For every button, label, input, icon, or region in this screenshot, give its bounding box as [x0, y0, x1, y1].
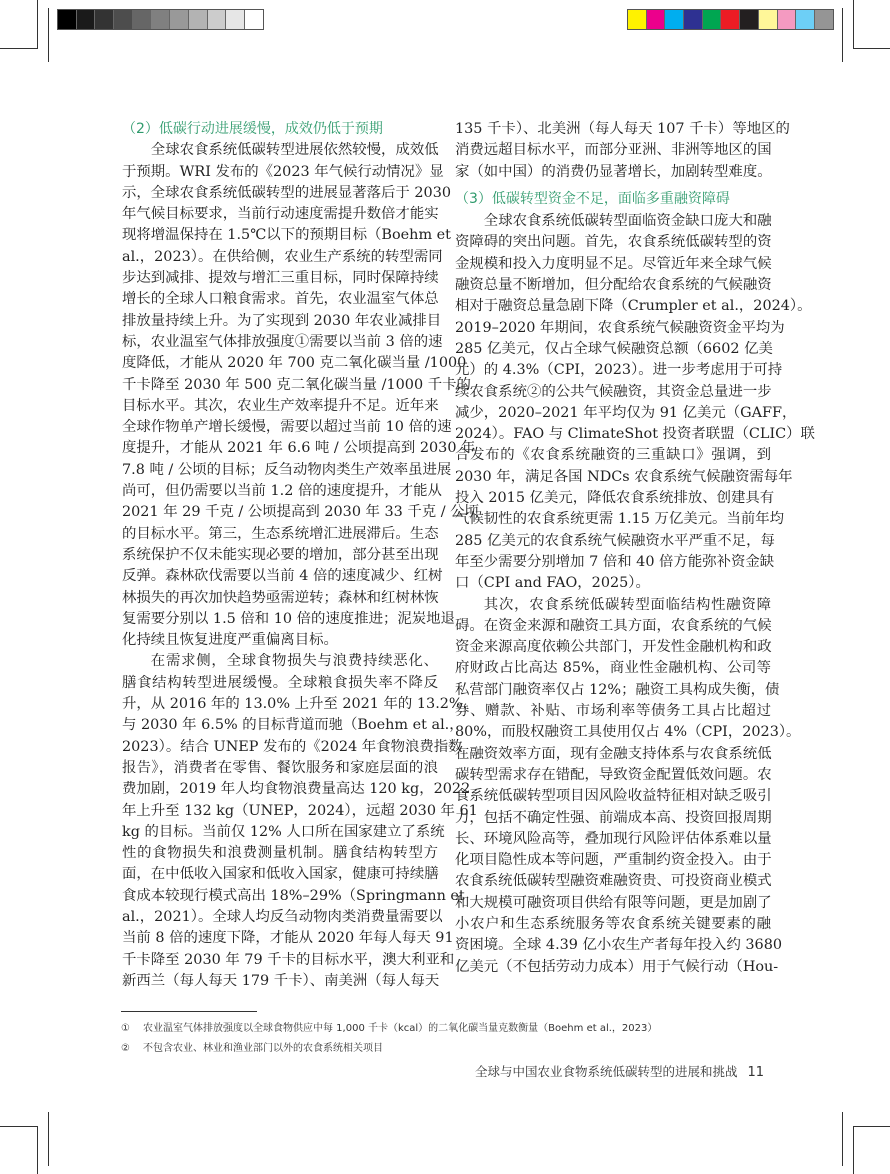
body-text-line: kg 的目标。当前仅 12% 人口所在国家建立了系统 [122, 823, 445, 840]
color-swatch [759, 10, 778, 29]
body-text-line: 报告》，消费者在零售、餐饮服务和家庭层面的浪 [122, 759, 438, 776]
body-text-line: 285 亿美元的农食系统气候融资水平严重不足，每 [455, 532, 775, 549]
footnote-1 [121, 1019, 657, 1034]
crop-mark [853, 0, 854, 48]
footnote-text: 不包含农业、林业和渔业部门以外的农食系统相关项目 [143, 1043, 383, 1054]
color-swatch [208, 10, 227, 29]
body-text-line: 千卡降至 2030 年 79 千卡的目标水平，澳大利亚和 [122, 951, 455, 968]
body-text-line: 标，农业温室气体排放强度①需要以当前 3 倍的速 [122, 333, 443, 350]
crop-mark [37, 0, 38, 48]
color-swatch [95, 10, 114, 29]
body-text-line: 2023）。结合 UNEP 发布的《2024 年食物浪费指数 [122, 738, 463, 755]
page-footer [475, 1062, 764, 1080]
body-text-line: 消费远超目标水平，而部分亚洲、非洲等地区的国 [455, 142, 772, 159]
color-swatch [58, 10, 77, 29]
color-swatch [151, 10, 170, 29]
body-text-line: 7.8 吨 / 公顷的目标；反刍动物肉类生产效率虽进展 [122, 461, 452, 478]
grayscale-calibration-bar [57, 9, 264, 30]
body-text-line: 在融资效率方面，现有金融支持体系与农食系统低 [455, 745, 772, 762]
body-text-line: 全球作物单产增长缓慢，需要以超过当前 10 倍的速 [122, 419, 452, 436]
crop-mark [853, 1126, 890, 1127]
body-text-line: 化持续且恢复进度严重偏离目标。 [122, 632, 338, 649]
body-text-line: 2019–2020 年期间，农食系统气候融资资金平均为 [455, 319, 785, 336]
color-swatch [684, 10, 703, 29]
body-text-line: 费加剧，2019 年人均食物浪费量高达 120 kg，2022 [122, 781, 471, 798]
running-title: 全球与中国农业食物系统低碳转型的进展和挑战 [474, 1064, 738, 1079]
body-text-line: 膳食结构转型进展缓慢。全球粮食损失率不降反 [122, 674, 438, 691]
body-text-line: 券、赠款、补贴、市场利率等债务工具占比超过 [455, 703, 771, 720]
page-number: 11 [747, 1065, 764, 1080]
body-text-line: 增长的全球人口粮食需求。首先，农业温室气体总 [122, 291, 439, 308]
crop-mark [0, 48, 38, 49]
body-text-line: 投入 2015 亿美元，降低农食系统排放、创建具有 [455, 490, 775, 507]
color-swatch [133, 10, 152, 29]
body-text-line: 2030 年，满足各国 NDCs 农食系统气候融资需每年 [455, 468, 793, 485]
crop-mark [842, 8, 843, 62]
crop-mark [48, 8, 49, 62]
body-text-line: al.，2021）。全球人均反刍动物肉类消费量需要以 [122, 908, 443, 925]
body-text-line: 系统保护不仅未能实现必要的增加，部分甚至出现 [122, 546, 439, 563]
body-text-line: 2021 年 29 千克 / 公顷提高到 2030 年 33 千克 / 公顷 [122, 504, 479, 521]
body-text-line: 全球农食系统低碳转型进展依然较慢，成效低 [150, 142, 439, 159]
body-text-line: 排放量持续上升。为了实现到 2030 年农业减排目 [122, 312, 442, 329]
left-text-column [122, 119, 479, 992]
body-text-line: 小农户和生态系统服务等农食系统关键要素的融 [455, 915, 771, 932]
body-text-line: 全球农食系统低碳转型面临资金缺口庞大和融 [483, 213, 772, 230]
body-text-line: 食成本较现行模式高出 18%–29%（Springmann et [122, 887, 465, 904]
body-text-line: 的目标水平。第三，生态系统增汇进展滞后。生态 [122, 525, 439, 542]
body-text-line: 年至少需要分别增加 7 倍和 40 倍方能弥补资金缺 [455, 553, 775, 570]
body-text-line: 资困境。全球 4.39 亿小农生产者每年投入约 3680 [455, 937, 783, 954]
body-text-line: 新西兰（每人每天 179 千卡）、南美洲（每人每天 [122, 972, 440, 989]
crop-mark [48, 1112, 49, 1166]
body-text-line: 融资总量不断增加，但分配给农食系统的气候融资 [455, 277, 772, 294]
body-text-line: 相对于融资总量急剧下降（Crumpler et al.，2024）。 [455, 298, 812, 315]
right-text-column [455, 119, 815, 978]
body-text-line: 2024）。FAO 与 ClimateShot 投资者联盟（CLIC）联 [455, 426, 815, 443]
body-text-line: 反弹。森林砍伐需要以当前 4 倍的速度减少、红树 [122, 568, 443, 585]
color-swatch [721, 10, 740, 29]
crop-mark [853, 1126, 854, 1174]
crop-mark [853, 48, 890, 49]
body-text-line: 目标水平。其次，农业生产效率提升不足。近年来 [122, 397, 439, 414]
body-text-line: 力，包括不确定性强、前端成本高、投资回报周期 [455, 809, 772, 826]
body-text-line: 千卡降至 2030 年 500 克二氧化碳当量 /1000 千卡的 [122, 376, 471, 393]
body-text-line: 复需要分别以 1.5 倍和 10 倍的速度推进；泥炭地退 [122, 610, 455, 627]
body-text-line: 资金来源高度依赖公共部门，开发性金融机构和政 [455, 639, 772, 656]
footnote-number: ② [121, 1043, 130, 1054]
body-text-line: 亿美元（不包括劳动力成本）用于气候行动（Hou- [455, 958, 779, 975]
body-text-line: 步达到减排、提效与增汇三重目标，同时保障持续 [122, 270, 439, 287]
body-text-line: 80%，而股权融资工具使用仅占 4%（CPI，2023）。 [455, 724, 801, 741]
body-text-line: 资障碍的突出问题。首先，农食系统低碳转型的资 [455, 234, 772, 251]
body-text-line: al.，2023）。在供给侧，农业生产系统的转型需同 [122, 248, 443, 265]
body-text-line: 年气候目标要求，当前行动速度需提升数倍才能实 [122, 206, 439, 223]
color-swatch [170, 10, 189, 29]
body-text-line: 食系统低碳转型项目因风险收益特征相对缺乏吸引 [455, 788, 772, 805]
body-text-line: 农食系统低碳转型融资难融资贵、可投资商业模式 [455, 873, 772, 890]
color-swatch [77, 10, 96, 29]
body-text-line: 在需求侧，全球食物损失与浪费持续恶化、 [150, 653, 438, 670]
body-text-line: 年上升至 132 kg（UNEP，2024），远超 2030 年 61 [122, 802, 478, 819]
body-text-line: 合发布的《农食系统融资的三重缺口》强调，到 [455, 447, 771, 464]
color-swatch [114, 10, 133, 29]
color-swatch [647, 10, 666, 29]
body-text-line: 化项目隐性成本等问题，严重制约资金投入。由于 [455, 852, 772, 869]
section-heading: （3）低碳转型资金不足，面临多重融资障碍 [455, 190, 730, 207]
color-swatch [796, 10, 815, 29]
body-text-line: 尚可，但仍需要以当前 1.2 倍的速度提升，才能从 [122, 483, 442, 500]
body-text-line: 面，在中低收入国家和低收入国家，健康可持续膳 [122, 866, 439, 883]
footnote-divider [121, 1011, 257, 1012]
body-text-line: 现将增温保持在 1.5℃以下的预期目标（Boehm et [122, 227, 451, 244]
body-text-line: 与 2030 年 6.5% 的目标背道而驰（Boehm et al.， [122, 717, 464, 734]
color-swatch [740, 10, 759, 29]
color-swatch [189, 10, 208, 29]
body-text-line: 其次，农食系统低碳转型面临结构性融资障 [483, 596, 771, 613]
body-text-line: 碳转型需求存在错配，导致资金配置低效问题。农 [455, 766, 772, 783]
body-text-line: 府财政占比高达 85%，商业性金融机构、公司等 [455, 660, 771, 677]
body-text-line: 口（CPI and FAO，2025）。 [455, 575, 650, 592]
section-heading: （2）低碳行动进展缓慢，成效仍低于预期 [122, 121, 383, 137]
body-text-line: 示，全球农食系统低碳转型的进展显著落后于 2030 [122, 184, 452, 201]
body-text-line: 续农食系统②的公共气候融资，其资金总量进一步 [455, 383, 772, 400]
body-text-line: 家（如中国）的消费仍显著增长，加剧转型难度。 [455, 163, 772, 180]
footnote-number: ① [121, 1023, 130, 1034]
body-text-line: 金规模和投入力度明显不足。尽管近年来全球气候 [455, 255, 772, 272]
footnote-text: 农业温室气体排放强度以全球食物供应中每 1,000 千卡（kcal）的二氧化碳当量克数衡量（Boehm et al.，2023） [143, 1023, 658, 1034]
body-text-line: 当前 8 倍的速度下降，才能从 2020 年每人每天 91 [122, 930, 454, 947]
body-text-line: 度降低，才能从 2020 年 700 克二氧化碳当量 /1000 [122, 355, 467, 372]
crop-mark [842, 1112, 843, 1166]
body-text-line: 碍。在资金来源和融资工具方面，农食系统的气候 [455, 617, 772, 634]
body-text-line: 135 千卡）、北美洲（每人每天 107 千卡）等地区的 [455, 121, 790, 137]
color-calibration-bar [627, 9, 834, 30]
body-text-line: 林损失的再次加快趋势亟需逆转；森林和红树林恢 [122, 589, 439, 606]
color-swatch [226, 10, 245, 29]
body-text-line: 长、环境风险高等，叠加现行风险评估体系难以量 [455, 830, 772, 847]
body-text-line: 于预期。WRI 发布的《2023 年气候行动情况》显 [122, 163, 444, 180]
footnote-2 [121, 1039, 383, 1054]
color-swatch [778, 10, 797, 29]
color-swatch [815, 10, 833, 29]
body-text-line: 升，从 2016 年的 13.0% 上升至 2021 年的 13.2%， [122, 696, 477, 713]
body-text-line: 和大规模可融资项目供给有限等问题，更是加剧了 [455, 894, 772, 911]
color-swatch [665, 10, 684, 29]
color-swatch [245, 10, 263, 29]
color-swatch [703, 10, 722, 29]
crop-mark [0, 1126, 38, 1127]
body-text-line: 元）的 4.3%（CPI，2023）。进一步考虑用于可持 [455, 362, 783, 379]
body-text-line: 气候韧性的农食系统更需 1.15 万亿美元。当前年均 [455, 511, 785, 528]
body-text-line: 度提升，才能从 2021 年 6.6 吨 / 公顷提高到 2030 年 [122, 440, 476, 457]
crop-mark [37, 1126, 38, 1174]
body-text-line: 性的食物损失和浪费测量机制。膳食结构转型方 [122, 845, 438, 862]
body-text-line: 私营部门融资率仅占 12%；融资工具构成失衡，债 [455, 681, 780, 698]
body-text-line: 285 亿美元，仅占全球气候融资总额（6602 亿美 [455, 340, 773, 357]
color-swatch [628, 10, 647, 29]
body-text-line: 减少，2020–2021 年平均仅为 91 亿美元（GAFF， [455, 404, 797, 421]
